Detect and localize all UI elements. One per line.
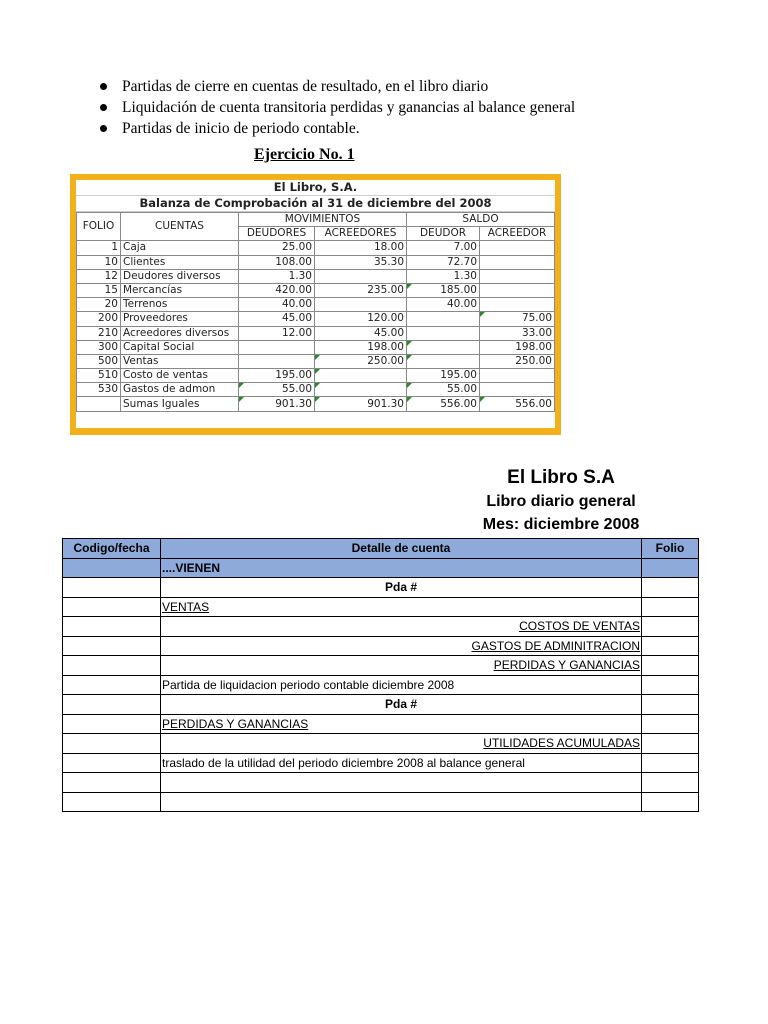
folio-cell: 510 — [77, 369, 121, 383]
detalle-cell — [161, 656, 642, 676]
acreedores-cell: 250.00 — [315, 354, 407, 368]
deudor-cell — [407, 354, 480, 368]
acreedores-cell: 235.00 — [315, 283, 407, 297]
folio-cell: 10 — [77, 255, 121, 269]
acreedores-cell: 18.00 — [315, 241, 407, 255]
acreedores-cell — [315, 269, 407, 283]
detalle-cell — [161, 695, 642, 715]
folio-cell — [642, 734, 699, 754]
deudor-cell: 7.00 — [407, 241, 480, 255]
deudor-cell — [407, 326, 480, 340]
balance-row — [77, 269, 555, 283]
account-cell: Costo de ventas — [121, 369, 239, 383]
balance-row — [77, 312, 555, 326]
journal-row — [63, 558, 699, 578]
deudores-cell: 108.00 — [239, 255, 315, 269]
acreedor-cell: 33.00 — [480, 326, 555, 340]
journal-month: Mes: diciembre 2008 — [482, 516, 640, 533]
bullet-dot-icon — [100, 83, 107, 90]
header-folio: Folio — [642, 539, 699, 559]
folio-cell — [642, 753, 699, 773]
codigo-fecha-cell — [63, 636, 161, 656]
bullet-text: Partidas de inicio de periodo contable. — [122, 120, 360, 137]
account-cell: Gastos de admon — [121, 383, 239, 397]
folio-cell: 300 — [77, 340, 121, 354]
acreedor-cell — [480, 283, 555, 297]
acreedor-cell — [480, 298, 555, 312]
codigo-fecha-cell — [63, 656, 161, 676]
journal-row — [63, 734, 699, 754]
folio-cell: 15 — [77, 283, 121, 297]
detalle-text: Pda # — [384, 697, 417, 712]
bullet-item — [98, 97, 575, 118]
exercise-title: Ejercicio No. 1 — [254, 146, 355, 163]
bullet-list — [98, 76, 575, 139]
balance-row — [77, 354, 555, 368]
acreedores-cell: 120.00 — [315, 312, 407, 326]
folio-cell — [642, 558, 699, 578]
detalle-text: PERDIDAS Y GANANCIAS — [493, 658, 640, 673]
header-acreedor: ACREEDOR — [480, 227, 555, 241]
folio-cell — [642, 695, 699, 715]
balance-row — [77, 255, 555, 269]
folio-cell — [642, 578, 699, 598]
folio-cell: 200 — [77, 312, 121, 326]
detalle-cell — [161, 734, 642, 754]
detalle-cell — [161, 636, 642, 656]
acreedores-cell: 198.00 — [315, 340, 407, 354]
deudores-cell: 420.00 — [239, 283, 315, 297]
bullet-dot-icon — [100, 125, 107, 132]
acreedor-cell — [480, 383, 555, 397]
detalle-cell — [161, 617, 642, 637]
detalle-text: VENTAS — [162, 599, 210, 614]
header-cuentas: CUENTAS — [121, 213, 239, 241]
acreedores-cell — [315, 369, 407, 383]
acreedor-cell — [480, 255, 555, 269]
balance-row — [77, 298, 555, 312]
account-cell: Capital Social — [121, 340, 239, 354]
journal-row — [63, 773, 699, 793]
folio-cell — [642, 773, 699, 793]
journal-company-title: El Libro S.A — [507, 467, 615, 488]
codigo-fecha-cell — [63, 597, 161, 617]
acreedor-cell: 75.00 — [480, 312, 555, 326]
trial-balance — [76, 180, 555, 428]
trial-balance-table — [76, 212, 555, 412]
folio-cell — [642, 617, 699, 637]
deudores-cell: 45.00 — [239, 312, 315, 326]
bullet-item — [98, 118, 575, 139]
acreedor-cell — [480, 241, 555, 255]
account-cell: Deudores diversos — [121, 269, 239, 283]
acreedores-cell: 35.30 — [315, 255, 407, 269]
balance-row — [77, 326, 555, 340]
trial-balance-title: Balanza de Comprobación al 31 de diciembre del 2008 — [76, 196, 555, 212]
folio-cell: 20 — [77, 298, 121, 312]
deudor-cell: 40.00 — [407, 298, 480, 312]
deudor-cell: 55.00 — [407, 383, 480, 397]
deudor-cell: 72.70 — [407, 255, 480, 269]
codigo-fecha-cell — [63, 558, 161, 578]
total-label: Sumas Iguales — [121, 397, 239, 411]
acreedor-cell: 198.00 — [480, 340, 555, 354]
detalle-cell — [161, 675, 642, 695]
balance-row — [77, 383, 555, 397]
header-acreedores: ACREEDORES — [315, 227, 407, 241]
folio-cell: 12 — [77, 269, 121, 283]
detalle-text: COSTOS DE VENTAS — [519, 619, 640, 634]
header-saldo: SALDO — [407, 213, 555, 227]
header-codigo-fecha: Codigo/fecha — [63, 539, 161, 559]
total-deudor: 556.00 — [407, 397, 480, 411]
folio-cell: 500 — [77, 354, 121, 368]
header-movimientos: MOVIMIENTOS — [239, 213, 407, 227]
deudor-cell — [407, 340, 480, 354]
codigo-fecha-cell — [63, 734, 161, 754]
header-deudores: DEUDORES — [239, 227, 315, 241]
detalle-cell — [161, 714, 642, 734]
codigo-fecha-cell — [63, 695, 161, 715]
company-name: El Libro, S.A. — [76, 180, 555, 196]
balance-row — [77, 241, 555, 255]
acreedores-cell: 45.00 — [315, 326, 407, 340]
balance-row — [77, 340, 555, 354]
deudor-cell: 1.30 — [407, 269, 480, 283]
total-deudores: 901.30 — [239, 397, 315, 411]
deudores-cell: 12.00 — [239, 326, 315, 340]
journal-row — [63, 656, 699, 676]
bullet-text: Liquidación de cuenta transitoria perdidas y ganancias al balance general — [122, 99, 576, 116]
folio-cell — [642, 656, 699, 676]
journal-table — [62, 538, 699, 812]
journal-row — [63, 617, 699, 637]
detalle-text: PERDIDAS Y GANANCIAS — [162, 716, 309, 731]
balance-total-row — [77, 397, 555, 411]
detalle-cell — [161, 792, 642, 812]
deudores-cell: 195.00 — [239, 369, 315, 383]
detalle-cell — [161, 773, 642, 793]
detalle-text: UTILIDADES ACUMULADAS — [483, 736, 640, 751]
acreedor-cell — [480, 369, 555, 383]
folio-cell — [77, 397, 121, 411]
deudor-cell — [407, 312, 480, 326]
acreedor-cell: 250.00 — [480, 354, 555, 368]
journal-row — [63, 753, 699, 773]
detalle-cell — [161, 753, 642, 773]
deudores-cell: 1.30 — [239, 269, 315, 283]
journal-row — [63, 714, 699, 734]
deudores-cell: 40.00 — [239, 298, 315, 312]
codigo-fecha-cell — [63, 753, 161, 773]
account-cell: Proveedores — [121, 312, 239, 326]
journal-subtitle: Libro diario general — [486, 493, 636, 510]
detalle-text: ....VIENEN — [162, 560, 221, 575]
codigo-fecha-cell — [63, 714, 161, 734]
folio-cell — [642, 675, 699, 695]
header-detalle-cuenta: Detalle de cuenta — [161, 539, 642, 559]
detalle-text: Pda # — [384, 580, 417, 595]
folio-cell: 530 — [77, 383, 121, 397]
total-acreedores: 901.30 — [315, 397, 407, 411]
account-cell: Mercancías — [121, 283, 239, 297]
journal-row — [63, 695, 699, 715]
folio-cell — [642, 597, 699, 617]
header-deudor: DEUDOR — [407, 227, 480, 241]
folio-cell — [642, 714, 699, 734]
detalle-text: Partida de liquidacion periodo contable diciembre 2008 — [162, 677, 455, 692]
acreedor-cell — [480, 269, 555, 283]
detalle-cell — [161, 578, 642, 598]
journal-row — [63, 675, 699, 695]
deudor-cell: 195.00 — [407, 369, 480, 383]
folio-cell: 210 — [77, 326, 121, 340]
journal-row — [63, 597, 699, 617]
detalle-text: GASTOS DE ADMINITRACION — [471, 638, 640, 653]
deudores-cell — [239, 340, 315, 354]
journal-row — [63, 578, 699, 598]
acreedores-cell — [315, 383, 407, 397]
deudor-cell: 185.00 — [407, 283, 480, 297]
account-cell: Acreedores diversos — [121, 326, 239, 340]
deudores-cell: 55.00 — [239, 383, 315, 397]
folio-cell: 1 — [77, 241, 121, 255]
codigo-fecha-cell — [63, 773, 161, 793]
balance-row — [77, 369, 555, 383]
header-folio: FOLIO — [77, 213, 121, 241]
trial-balance-header — [76, 180, 555, 212]
journal-row — [63, 792, 699, 812]
detalle-cell — [161, 558, 642, 578]
codigo-fecha-cell — [63, 792, 161, 812]
detalle-text: traslado de la utilidad del periodo diciembre 2008 al balance general — [162, 755, 525, 770]
deudores-cell — [239, 354, 315, 368]
codigo-fecha-cell — [63, 578, 161, 598]
bullet-item — [98, 76, 575, 97]
account-cell: Caja — [121, 241, 239, 255]
detalle-cell — [161, 597, 642, 617]
codigo-fecha-cell — [63, 675, 161, 695]
balance-row — [77, 283, 555, 297]
journal-row — [63, 636, 699, 656]
acreedores-cell — [315, 298, 407, 312]
total-acreedor: 556.00 — [480, 397, 555, 411]
folio-cell — [642, 792, 699, 812]
account-cell: Terrenos — [121, 298, 239, 312]
bullet-dot-icon — [100, 104, 107, 111]
bullet-text: Partidas de cierre en cuentas de resultado, en el libro diario — [122, 78, 489, 95]
trial-balance-image — [70, 174, 561, 435]
deudores-cell: 25.00 — [239, 241, 315, 255]
folio-cell — [642, 636, 699, 656]
account-cell: Clientes — [121, 255, 239, 269]
codigo-fecha-cell — [63, 617, 161, 637]
account-cell: Ventas — [121, 354, 239, 368]
